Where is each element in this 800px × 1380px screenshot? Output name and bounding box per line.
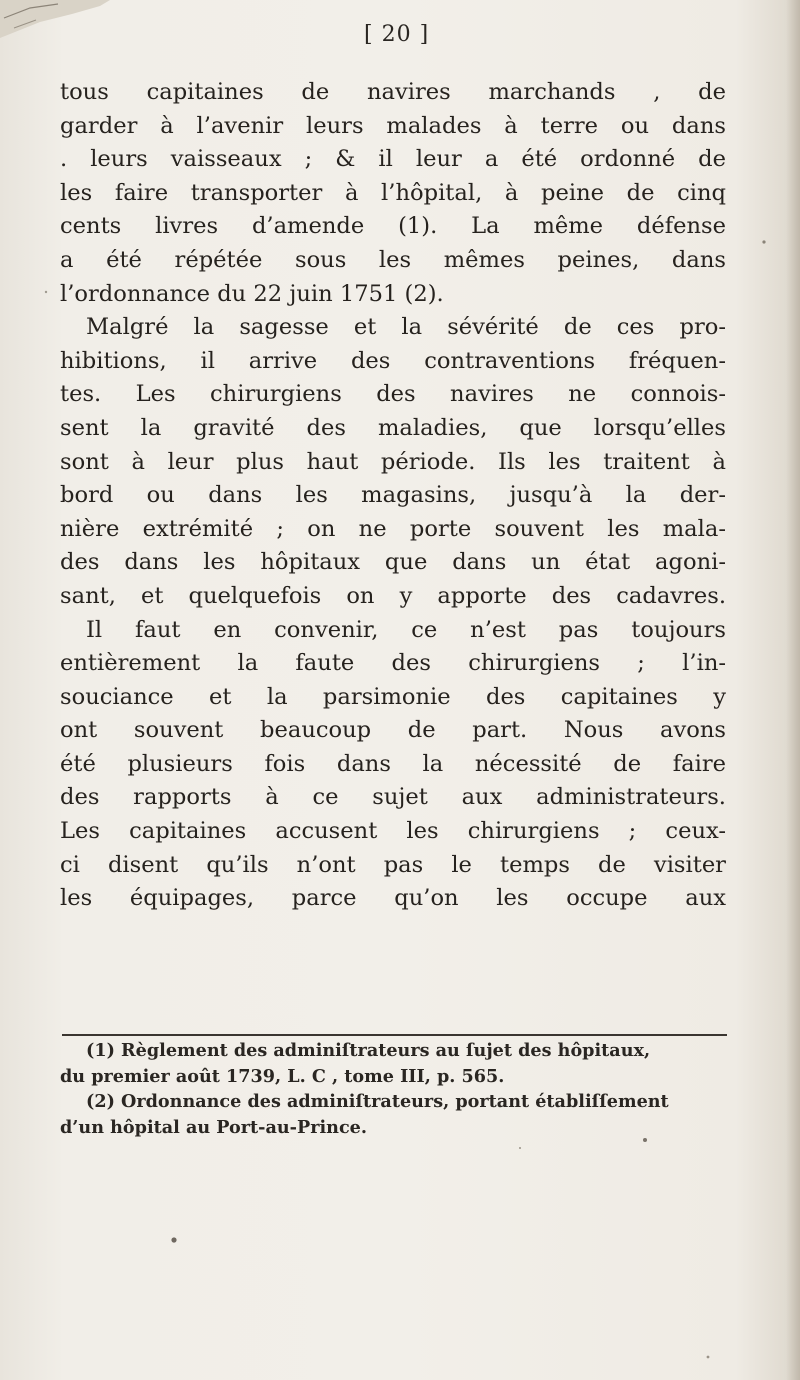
text-line: sont à leur plus haut période. Ils les traitent à: [60, 448, 726, 475]
text-line: Malgré la sagesse et la sévérité de ces pro-: [86, 314, 726, 341]
footnote-line: (1) Règlement des adminiſtrateurs au ſujet des hôpitaux,: [86, 1040, 651, 1061]
text-line: a été répétée sous les mêmes peines, dans: [60, 246, 726, 273]
text-line: sant, et quelquefois on y apporte des cadavres.: [60, 582, 726, 609]
text-line: bord ou dans les magasins, jusqu’à la der-: [60, 482, 726, 509]
footnote-line: (2) Ordonnance des adminiſtrateurs, portant établiſſement: [86, 1091, 669, 1112]
text-line: souciance et la parsimonie des capitaines y: [60, 683, 726, 710]
text-line: tes. Les chirurgiens des navires ne connois-: [60, 381, 726, 408]
text-line: sent la gravité des maladies, que lorsqu’elles: [60, 414, 726, 441]
text-line: l’ordonnance du 22 juin 1751 (2).: [60, 280, 444, 307]
text-line: nière extrémité ; on ne porte souvent les mala-: [60, 515, 726, 542]
text-line: cents livres d’amende (1). La même défense: [60, 213, 726, 240]
text-line: tous capitaines de navires marchands , de: [60, 79, 726, 105]
text-line: les équipages, parce qu’on les occupe aux: [60, 885, 726, 912]
footnote-line: du premier août 1739, L. C , tome III, p. 565.: [60, 1065, 505, 1087]
text-line: hibitions, il arrive des contraventions fréquen-: [60, 347, 726, 374]
text-line: les faire transporter à l’hôpital, à peine de cinq: [60, 179, 726, 206]
text-line: des rapports à ce sujet aux administrateurs.: [60, 784, 726, 811]
page-number: [ 20 ]: [364, 22, 430, 47]
text-line: Les capitaines accusent les chirurgiens ; ceux-: [60, 818, 726, 845]
text-line: . leurs vaisseaux ; & il leur a été ordonné de: [60, 146, 726, 173]
text-line: garder à l’avenir leurs malades à terre ou dans: [60, 112, 726, 139]
text-line: entièrement la faute des chirurgiens ; l’in-: [60, 650, 726, 677]
text-line: ont souvent beaucoup de part. Nous avons: [60, 717, 726, 744]
text-line: été plusieurs fois dans la nécessité de faire: [60, 750, 726, 777]
footnote-line: d’un hôpital au Port-au-Prince.: [60, 1116, 367, 1138]
text-line: des dans les hôpitaux que dans un état agoni-: [60, 549, 726, 576]
text-line: Il faut en convenir, ce n’est pas toujours: [86, 616, 726, 643]
text-line: ci disent qu’ils n’ont pas le temps de visiter: [60, 851, 726, 878]
